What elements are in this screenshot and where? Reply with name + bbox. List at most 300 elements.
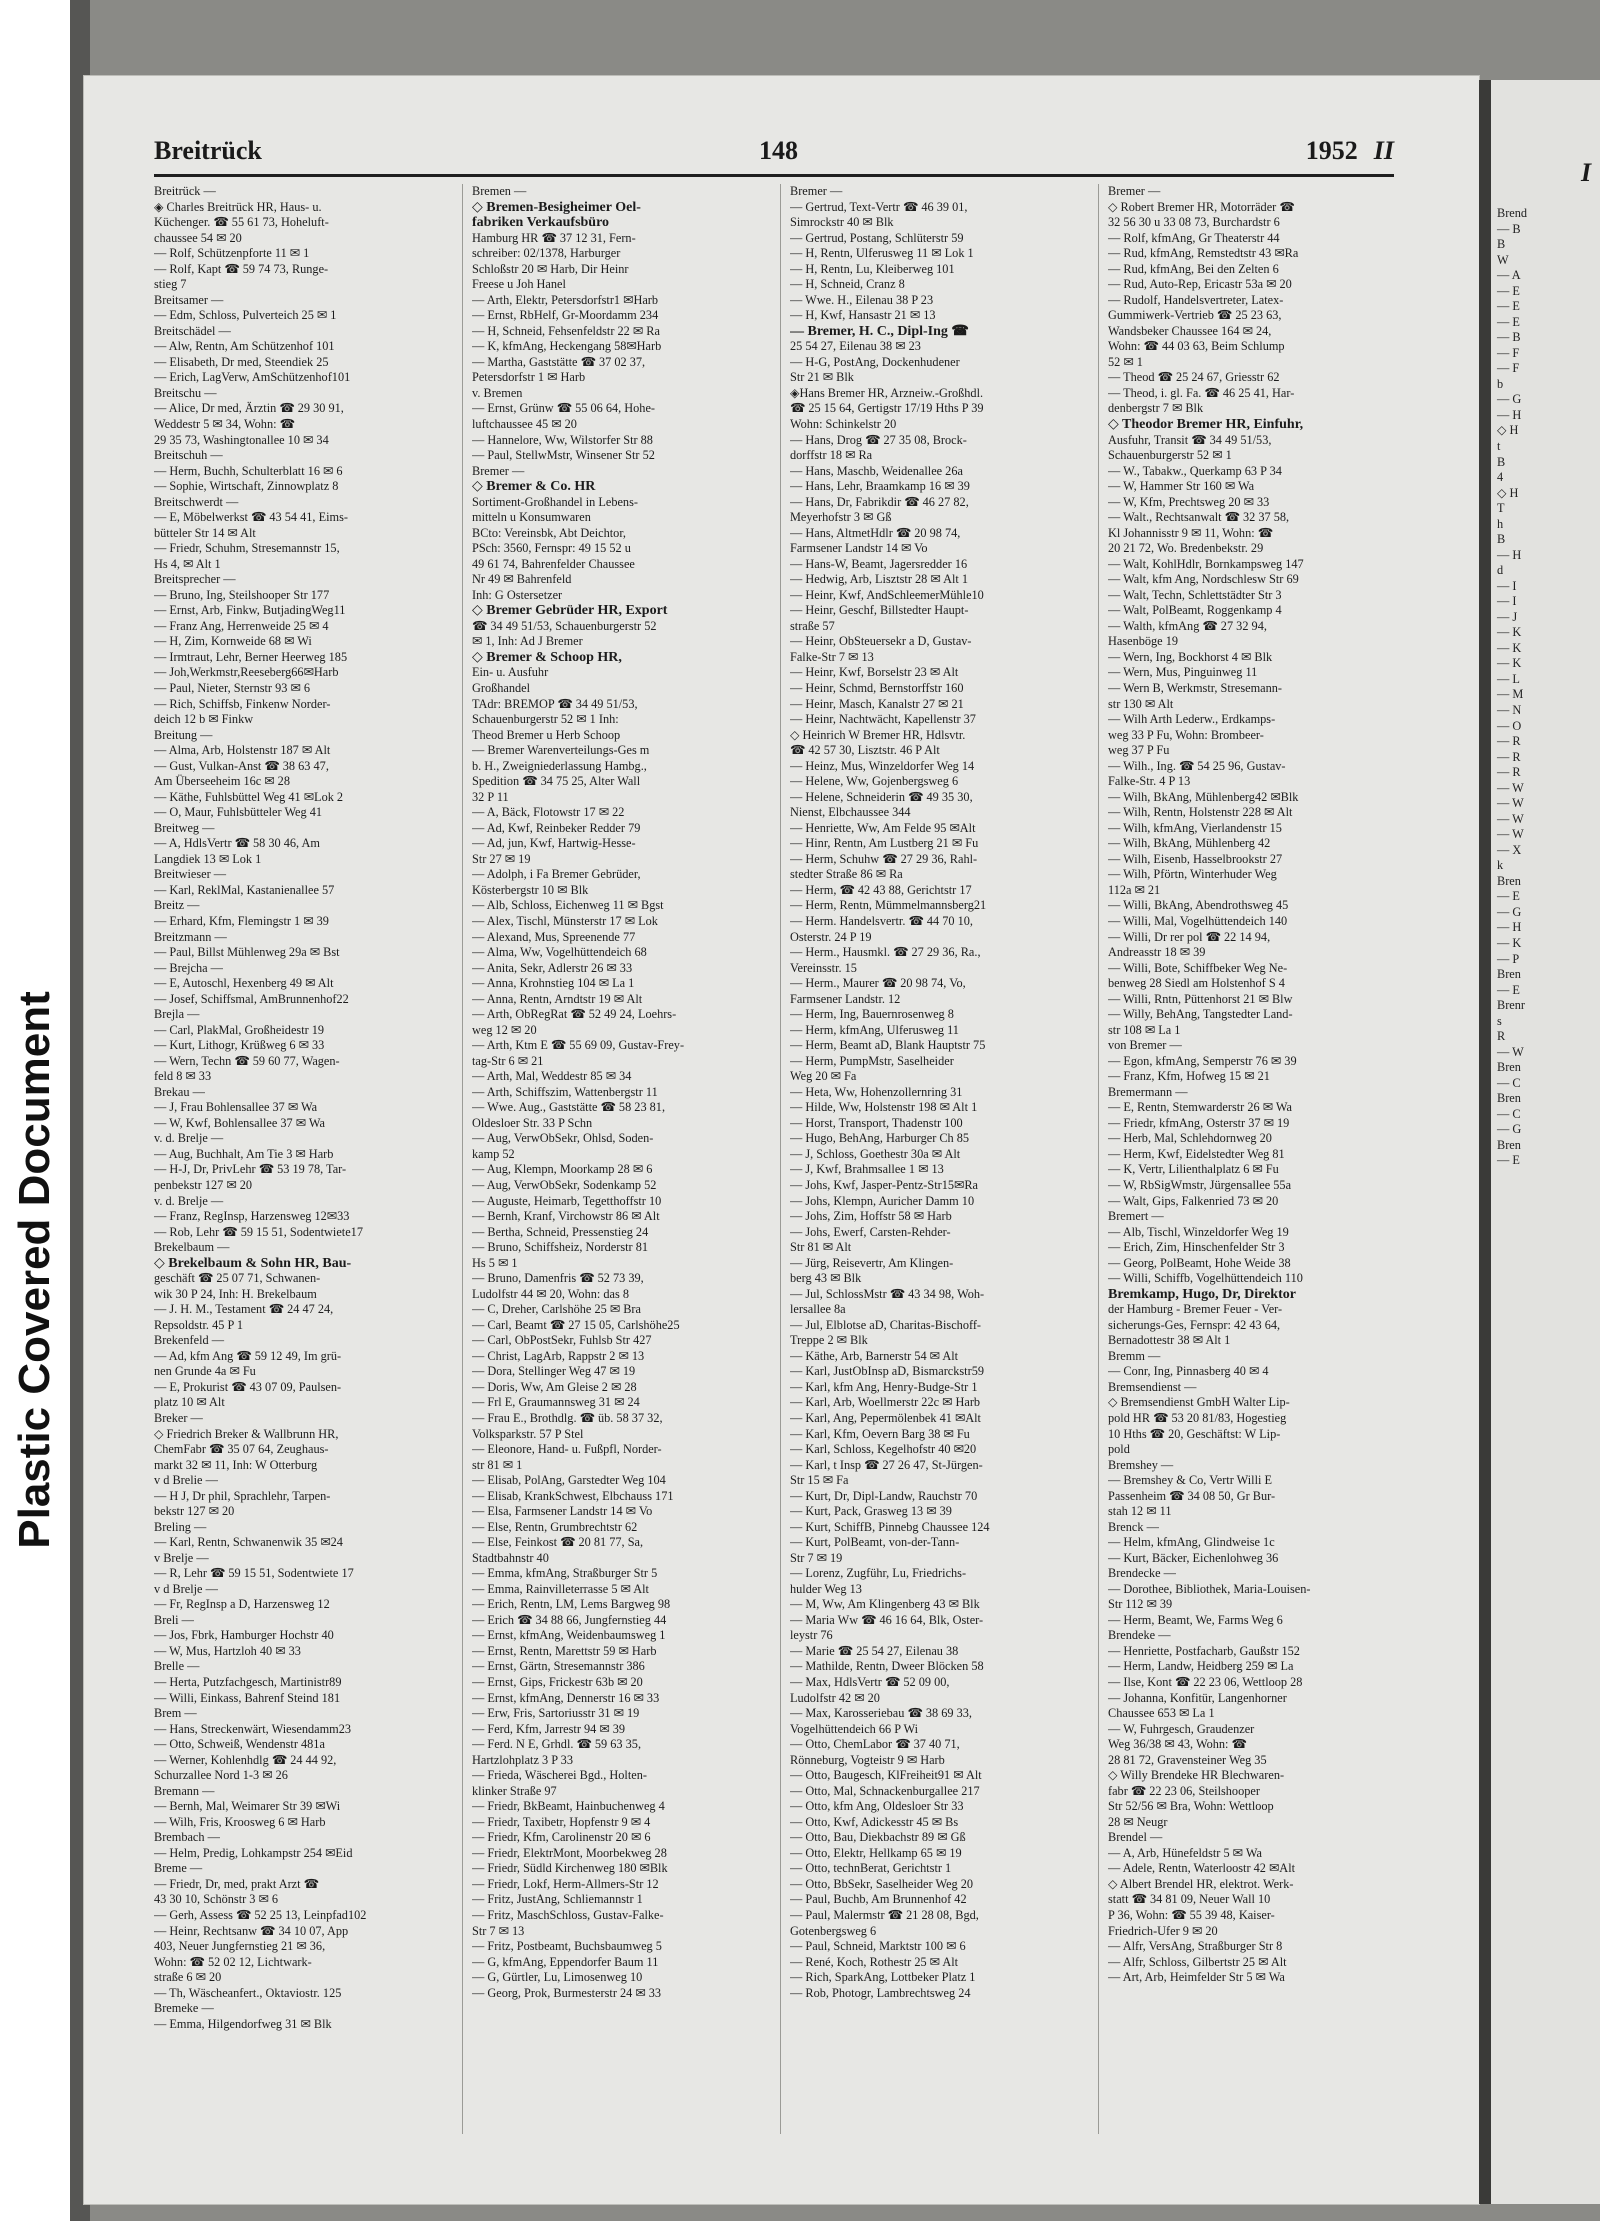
directory-line: Wohn: ☎ 52 02 12, Lichtwark- — [154, 1954, 312, 1969]
directory-line: — J, Frau Bohlensallee 37 ✉ Wa — [154, 1100, 318, 1115]
column-divider — [780, 184, 781, 2134]
directory-line: — Karl, Rentn, Schwanenwik 35 ✉24 — [154, 1535, 343, 1550]
directory-line: — Paul, StellwMstr, Winsener Str 52 — [472, 448, 655, 463]
next-page-line: — H — [1497, 407, 1522, 422]
next-page-line: — E — [1497, 299, 1520, 314]
directory-line: — Werner, Kohlenhdlg ☎ 24 44 92, — [154, 1752, 337, 1767]
directory-line: Sortiment-Großhandel in Lebens- — [472, 494, 638, 509]
directory-line: — Wern, Techn ☎ 59 60 77, Wagen- — [154, 1053, 340, 1068]
directory-line: Küchenger. ☎ 55 61 73, Hoheluft- — [154, 215, 329, 230]
directory-line: — Christ, LagArb, Rappstr 2 ✉ 13 — [472, 1348, 645, 1363]
directory-line: — Hans, AltmetHdlr ☎ 20 98 74, — [790, 525, 961, 540]
directory-line: — Otto, Schweiß, Wendenstr 481a — [154, 1737, 325, 1752]
directory-line: — Rud, kfmAng, Remstedtstr 43 ✉Ra — [1108, 246, 1299, 261]
directory-line: ◇ Albert Brendel HR, elektrot. Werk- — [1108, 1876, 1294, 1891]
directory-line: — Herm, Beamt, We, Farms Weg 6 — [1108, 1612, 1283, 1627]
directory-line: — Franz, Kfm, Hofweg 15 ✉ 21 — [1108, 1069, 1270, 1084]
directory-line: — H, Rentn, Lu, Kleiberweg 101 — [790, 261, 955, 276]
directory-line: — Walt, Techn, Schlettstädter Str 3 — [1108, 587, 1282, 602]
directory-line: Gummiwerk-Vertrieb ☎ 25 23 63, — [1108, 308, 1282, 323]
directory-line: Breitrück — — [154, 184, 216, 198]
directory-line: Brekau — — [154, 1084, 205, 1099]
next-page-line: B — [1497, 532, 1506, 547]
directory-line: fabr ☎ 22 23 06, Steilshooper — [1108, 1783, 1260, 1798]
directory-line: Bremm — — [1108, 1348, 1161, 1363]
directory-line: Brejla — — [154, 1007, 200, 1022]
directory-line: — Heinr, Kwf, Borselstr 23 ✉ Alt — [790, 665, 959, 680]
directory-line: — Fritz, MaschSchloss, Gustav-Falke- — [472, 1907, 664, 1922]
directory-line: ◇ Bremen-Besigheimer Oel- — [472, 199, 641, 215]
directory-line: — Alfr, VersAng, Straßburger Str 8 — [1108, 1939, 1283, 1954]
directory-line: Kösterbergstr 10 ✉ Blk — [472, 882, 589, 897]
directory-line: — Otto, Mal, Schnackenburgallee 217 — [790, 1783, 980, 1798]
next-page-line: — G — [1497, 1122, 1522, 1137]
directory-line: — Ferd, Kfm, Jarrestr 94 ✉ 39 — [472, 1721, 626, 1736]
directory-line: — Aug, Buchhalt, Am Tie 3 ✉ Harb — [154, 1146, 334, 1161]
directory-line: Brekelbaum — — [154, 1240, 230, 1255]
directory-line: dorffstr 18 ✉ Ra — [790, 448, 873, 463]
directory-page — [84, 76, 1479, 2204]
directory-line: ◇ Bremer Gebrüder HR, Export — [472, 603, 668, 619]
directory-line: Freese u Joh Hanel — [472, 277, 566, 292]
directory-line: — Franz, RegInsp, Harzensweg 12✉33 — [154, 1209, 350, 1224]
directory-line: — Gertrud, Text-Vertr ☎ 46 39 01, — [790, 199, 968, 214]
next-page-line: Bren — [1497, 1137, 1521, 1152]
directory-line: — Hans, Drog ☎ 27 35 08, Brock- — [790, 432, 967, 447]
directory-line: Stadtbahnstr 40 — [472, 1550, 549, 1565]
directory-line: Kl Johannisstr 9 ✉ 11, Wohn: ☎ — [1108, 525, 1274, 540]
directory-line: — Kurt, Dr, Dipl-Landw, Rauchstr 70 — [790, 1488, 978, 1503]
directory-line: Bremsendienst — — [1108, 1379, 1197, 1394]
directory-line: — Rich, Schiffsb, Finkenw Norder- — [154, 696, 331, 711]
directory-line: — Arth, Schiffszim, Wattenbergstr 11 — [472, 1084, 658, 1099]
directory-line: Brem — — [154, 1706, 197, 1721]
directory-line: 52 ✉ 1 — [1108, 354, 1143, 369]
directory-line: Falke-Str. 4 P 13 — [1108, 774, 1191, 789]
directory-line: — Heinr, Geschf, Billstedter Haupt- — [790, 603, 969, 618]
directory-line: — Wern B, Werkmstr, Stresemann- — [1108, 681, 1282, 695]
directory-line: sicherungs-Ges, Fernspr: 42 43 64, — [1108, 1317, 1281, 1332]
directory-line: — Gerh, Assess ☎ 52 25 13, Leinpfad102 — [154, 1907, 367, 1922]
directory-line: — Friedr, kfmAng, Osterstr 37 ✉ 19 — [1108, 1115, 1290, 1130]
directory-line: pold — [1108, 1442, 1130, 1457]
directory-line: Breitschwerdt — — [154, 494, 239, 509]
next-page-line: — R — [1497, 765, 1521, 780]
directory-line: — Elisabeth, Dr med, Steendiek 25 — [154, 354, 329, 369]
directory-line: Rönneburg, Vogteistr 9 ✉ Harb — [790, 1752, 945, 1767]
directory-line: — A, HdlsVertr ☎ 58 30 46, Am — [154, 836, 320, 851]
directory-line: — Art, Arb, Heimfelder Str 5 ✉ Wa — [1108, 1970, 1285, 1985]
directory-line: stah 12 ✉ 11 — [1108, 1504, 1172, 1519]
directory-line: — Heinr, Nachtwächt, Kapellenstr 37 — [790, 712, 976, 727]
directory-line: schreiber: 02/1378, Harburger — [472, 246, 621, 261]
directory-line: — Herm, Landw, Heidberg 259 ✉ La — [1108, 1659, 1294, 1674]
directory-line: Bremer — — [790, 184, 843, 198]
directory-line: Breitsamer — — [154, 292, 224, 307]
directory-line: — Willi, Dr rer pol ☎ 22 14 94, — [1108, 929, 1271, 944]
directory-line: — Wwe. H., Eilenau 38 P 23 — [790, 292, 934, 307]
directory-line: — Heinr, Schmd, Bernstorffstr 160 — [790, 681, 964, 695]
directory-line: 32 P 11 — [472, 789, 509, 804]
volume: II — [1373, 136, 1394, 165]
directory-line: 112a ✉ 21 — [1108, 882, 1161, 897]
directory-line: klinker Straße 97 — [472, 1783, 557, 1798]
next-page-line: Brenr — [1497, 998, 1525, 1013]
directory-line: — Johanna, Konfitür, Langenhorner — [1108, 1690, 1287, 1705]
directory-line: — Wilh, BkAng, Mühlenberg 42 — [1108, 836, 1271, 851]
directory-line: Breling — — [154, 1519, 207, 1534]
directory-line: — Herm. Handelsvertr. ☎ 44 70 10, — [790, 913, 973, 928]
next-page-line: — J — [1497, 609, 1518, 624]
directory-line: — Th, Wäscheanfert., Oktaviostr. 125 — [154, 1985, 342, 2000]
directory-line: — Willi, Mal, Vogelhüttendeich 140 — [1108, 913, 1288, 928]
directory-line: Str 112 ✉ 39 — [1108, 1597, 1173, 1612]
directory-line: v d Brelie — — [154, 1473, 218, 1488]
next-page-line: W — [1497, 252, 1509, 267]
directory-line: — Käthe, Fuhlsbüttel Weg 41 ✉Lok 2 — [154, 789, 344, 804]
directory-line: — Josef, Schiffsmal, AmBrunnenhof22 — [154, 991, 349, 1006]
directory-line: Ein- u. Ausfuhr — [472, 665, 549, 680]
next-page-line: — E — [1497, 283, 1520, 298]
next-page-line: — B — [1497, 221, 1521, 236]
directory-line: Bremermann — — [1108, 1084, 1188, 1099]
directory-line: — Alb, Tischl, Winzeldorfer Weg 19 — [1108, 1224, 1289, 1239]
directory-line: — Jürg, Reisevertr, Am Klingen- — [790, 1255, 954, 1270]
directory-line: — W, Fuhrgesch, Graudenzer — [1108, 1721, 1255, 1736]
directory-line: — Irmtraut, Lehr, Berner Heerweg 185 — [154, 649, 348, 664]
directory-line: — Wilh, Eisenb, Hasselbrookstr 27 — [1108, 851, 1283, 866]
next-page-line: — F — [1497, 361, 1520, 376]
next-page-line: Bren — [1497, 967, 1521, 982]
directory-line: — M, Ww, Am Klingenberg 43 ✉ Blk — [790, 1597, 980, 1612]
directory-line: Weddestr 5 ✉ 34, Wohn: ☎ — [154, 416, 295, 431]
directory-line: — Herm, Rentn, Mümmelmannsberg21 — [790, 898, 987, 913]
column-1 — [154, 184, 452, 2134]
directory-line: — Ad, kfm Ang ☎ 59 12 49, Im grü- — [154, 1348, 342, 1363]
directory-line: — Ernst, kfmAng, Dennerstr 16 ✉ 33 — [472, 1690, 660, 1705]
directory-line: Weg 20 ✉ Fa — [790, 1069, 857, 1084]
directory-line: v. d. Brelje — — [154, 1131, 224, 1146]
directory-line: — Gertrud, Postang, Schlüterstr 59 — [790, 230, 964, 245]
next-page-line: — P — [1497, 951, 1520, 966]
directory-line: Langdiek 13 ✉ Lok 1 — [154, 851, 262, 866]
directory-line: — W., Tabakw., Querkamp 63 P 34 — [1108, 463, 1282, 478]
next-page-line: — W — [1497, 780, 1524, 795]
directory-line: — Friedr, Taxibetr, Hopfenstr 9 ✉ 4 — [472, 1814, 651, 1829]
next-page-line: Brend — [1497, 206, 1528, 220]
directory-line: — Friedr, Kfm, Carolinenstr 20 ✉ 6 — [472, 1830, 651, 1845]
directory-line: — Otto, Baugesch, KlFreiheit91 ✉ Alt — [790, 1768, 982, 1783]
directory-line: der Hamburg - Bremer Feuer - Ver- — [1108, 1302, 1283, 1317]
directory-line: — H, Kwf, Hansastr 21 ✉ 13 — [790, 308, 936, 323]
directory-line: Bremen — — [472, 184, 527, 198]
directory-line: — Fritz, JustAng, Schliemannstr 1 — [472, 1892, 643, 1907]
next-page-line: ◇ H — [1497, 485, 1519, 500]
directory-line: Schauenburgerstr 52 ✉ 1 — [1108, 448, 1232, 463]
directory-line: — O, Maur, Fuhlsbütteler Weg 41 — [154, 805, 323, 820]
directory-line: benweg 28 Siedl am Holstenhof S 4 — [1108, 976, 1285, 991]
directory-line: — Anna, Rentn, Arndtstr 19 ✉ Alt — [472, 991, 643, 1006]
next-page-line: — H — [1497, 920, 1522, 935]
directory-line: — Rolf, Schützenpforte 11 ✉ 1 — [154, 246, 310, 261]
next-page-line: — K — [1497, 656, 1522, 671]
directory-line: — Kurt, Pack, Grasweg 13 ✉ 39 — [790, 1504, 952, 1519]
directory-line: Nr 49 ✉ Bahrenfeld — [472, 572, 572, 587]
directory-line: weg 37 P Fu — [1108, 743, 1170, 758]
directory-line: Vogelhüttendeich 66 P Wi — [790, 1721, 919, 1736]
directory-line: — G, kfmAng, Eppendorfer Baum 11 — [472, 1954, 659, 1969]
directory-line: — Eleonore, Hand- u. Fußpfl, Norder- — [472, 1442, 662, 1457]
next-page-line: s — [1497, 1013, 1502, 1028]
directory-line: Spedition ☎ 34 75 25, Alter Wall — [472, 774, 641, 789]
directory-line: Breitweg — — [154, 820, 215, 835]
directory-line: Breitz — — [154, 898, 200, 913]
directory-line: — H J, Dr phil, Sprachlehr, Tarpen- — [154, 1488, 331, 1503]
directory-line: — Bruno, Ing, Steilshooper Str 177 — [154, 587, 330, 602]
directory-line: v d Brelje — — [154, 1581, 218, 1596]
directory-line: — Bertha, Schneid, Pressenstieg 24 — [472, 1224, 649, 1239]
directory-line: — Alex, Tischl, Münsterstr 17 ✉ Lok — [472, 913, 658, 928]
next-page-line: — F — [1497, 345, 1520, 360]
directory-line: — Wwe. Aug., Gaststätte ☎ 58 23 81, — [472, 1100, 666, 1115]
directory-line: — Emma, Hilgendorfweg 31 ✉ Blk — [154, 2016, 332, 2031]
directory-line: — Ernst, Grünw ☎ 55 06 64, Hohe- — [472, 401, 656, 416]
directory-line: ☎ 34 49 51/53, Schauenburgerstr 52 — [472, 618, 657, 633]
next-page-line: — C — [1497, 1106, 1521, 1121]
directory-line: Str 52/56 ✉ Bra, Wohn: Wettloop — [1108, 1799, 1274, 1814]
directory-line: ◇ Theodor Bremer HR, Einfuhr, — [1108, 416, 1304, 432]
page-header — [154, 130, 1394, 170]
directory-line: ☎ 25 15 64, Gertigstr 17/19 Hths P 39 — [790, 401, 984, 416]
directory-line: Brelle — — [154, 1659, 200, 1674]
page-edge — [1479, 80, 1491, 2204]
next-page-line: T — [1497, 501, 1505, 516]
directory-line: Theod Bremer u Herb Schoop — [472, 727, 621, 742]
page-number: 148 — [759, 136, 798, 165]
next-page-line: — O — [1497, 718, 1522, 733]
directory-line: Brekenfeld — — [154, 1333, 224, 1348]
directory-line: — Karl, Kfm, Oevern Barg 38 ✉ Fu — [790, 1426, 970, 1441]
directory-line: — Lorenz, Zugführ, Lu, Friedrichs- — [790, 1566, 967, 1581]
next-page-line: Bren — [1497, 1091, 1521, 1106]
directory-line: 28 81 72, Gravensteiner Weg 35 — [1108, 1752, 1267, 1767]
directory-line: — Käthe, Arb, Barnerstr 54 ✉ Alt — [790, 1348, 959, 1363]
directory-line: — W, Hammer Str 160 ✉ Wa — [1108, 479, 1255, 494]
directory-line: 28 ✉ Neugr — [1108, 1814, 1168, 1829]
directory-line: Breme — — [154, 1861, 203, 1876]
directory-line: ☎ 42 57 30, Lisztstr. 46 P Alt — [790, 743, 940, 758]
next-page-line: — W — [1497, 796, 1524, 811]
directory-line: Farmsener Landstr 14 ✉ Vo — [790, 541, 928, 556]
directory-line: — Elisab, PolAng, Garstedter Weg 104 — [472, 1473, 666, 1488]
next-page-line: ◇ H — [1497, 423, 1519, 438]
directory-line: Friedrich-Ufer 9 ✉ 20 — [1108, 1923, 1218, 1938]
directory-line: Nienst, Elbchaussee 344 — [790, 805, 911, 820]
directory-line: — Max, Karosseriebau ☎ 38 69 33, — [790, 1706, 972, 1721]
directory-line: — Alma, Ww, Vogelhüttendeich 68 — [472, 945, 647, 960]
next-page-line: t — [1497, 438, 1501, 453]
directory-line: von Bremer — — [1108, 1038, 1182, 1053]
directory-line: Bremshey — — [1108, 1457, 1174, 1472]
next-page-line: — B — [1497, 330, 1521, 345]
directory-line: — Wilh, BkAng, Mühlenberg42 ✉Blk — [1108, 789, 1299, 804]
directory-line: — A, Arb, Hünefeldstr 5 ✉ Wa — [1108, 1845, 1262, 1860]
directory-line: — Jul, Elblotse aD, Charitas-Bischoff- — [790, 1317, 982, 1332]
directory-line: — C, Dreher, Carlshöhe 25 ✉ Bra — [472, 1302, 641, 1317]
directory-line: — Willi, Schiffb, Vogelhüttendeich 110 — [1108, 1271, 1303, 1286]
directory-line: leystr 76 — [790, 1628, 833, 1643]
directory-line: — Walt, Gips, Falkenried 73 ✉ 20 — [1108, 1193, 1279, 1208]
directory-line: — Ad, jun, Kwf, Hartwig-Hesse- — [472, 836, 636, 851]
directory-line: Breitung — — [154, 727, 213, 742]
directory-line: — Bremer Warenverteilungs-Ges m — [472, 743, 650, 758]
directory-line: — Alexand, Mus, Spreenende 77 — [472, 929, 636, 944]
directory-line: ◇ Brekelbaum & Sohn HR, Bau- — [154, 1255, 352, 1271]
directory-line: — Marie ☎ 25 54 27, Eilenau 38 — [790, 1643, 959, 1658]
directory-line: — Otto, BbSekr, Saselheider Weg 20 — [790, 1876, 974, 1891]
directory-line: — Erich, Zim, Hinschenfelder Str 3 — [1108, 1240, 1285, 1255]
directory-line: — Helene, Ww, Gojenbergsweg 6 — [790, 774, 959, 789]
directory-line: — Paul, Nieter, Sternstr 93 ✉ 6 — [154, 681, 310, 695]
directory-line: Hasenböge 19 — [1108, 634, 1179, 649]
directory-line: — Bernh, Mal, Weimarer Str 39 ✉Wi — [154, 1799, 341, 1814]
directory-line: — J, Kwf, Brahmsallee 1 ✉ 13 — [790, 1162, 944, 1177]
directory-line: — Gust, Vulkan-Anst ☎ 38 63 47, — [154, 758, 329, 773]
directory-line: — H, Zim, Kornweide 68 ✉ Wi — [154, 634, 312, 649]
directory-line: — Heinr, Rechtsanw ☎ 34 10 07, App — [154, 1923, 349, 1938]
directory-line: — René, Koch, Rothestr 25 ✉ Alt — [790, 1954, 959, 1969]
directory-line: Hartzlohplatz 3 P 33 — [472, 1752, 573, 1767]
directory-line: — Ilse, Kont ☎ 22 23 06, Wettloop 28 — [1108, 1675, 1303, 1689]
directory-line: — Anna, Krohnstieg 104 ✉ La 1 — [472, 976, 635, 991]
directory-line: Schloßstr 20 ✉ Harb, Dir Heinr — [472, 261, 629, 276]
directory-line: — W, Kwf, Bohlensallee 37 ✉ Wa — [154, 1115, 325, 1130]
directory-line: — Georg, Prok, Burmesterstr 24 ✉ 33 — [472, 1985, 662, 2000]
directory-line: — Auguste, Heimarb, Tegetthoffstr 10 — [472, 1193, 662, 1208]
directory-line: denbergstr 7 ✉ Blk — [1108, 401, 1204, 416]
directory-line: Vereinsstr. 15 — [790, 960, 857, 975]
directory-line: Wohn: Schinkelstr 20 — [790, 416, 897, 431]
directory-line: weg 12 ✉ 20 — [472, 1022, 537, 1037]
next-page-line: — R — [1497, 734, 1521, 749]
directory-line: — Otto, Kwf, Adickesstr 45 ✉ Bs — [790, 1814, 959, 1829]
directory-line: ◇ Bremer & Schoop HR, — [472, 649, 622, 665]
header-rule — [154, 174, 1394, 177]
directory-line: — Wern, Ing, Bockhorst 4 ✉ Blk — [1108, 649, 1273, 664]
directory-line: — E, Autoschl, Hexenberg 49 ✉ Alt — [154, 976, 334, 991]
directory-line: Breitwieser — — [154, 867, 227, 882]
directory-line: — Wilh, Fris, Kroosweg 6 ✉ Harb — [154, 1814, 326, 1829]
directory-line: — Rolf, Kapt ☎ 59 74 73, Runge- — [154, 261, 329, 276]
directory-line: str 130 ✉ Alt — [1108, 696, 1174, 711]
directory-line: — Ernst, Gips, Frickestr 63b ✉ 20 — [472, 1675, 643, 1689]
next-page-line: — E — [1497, 314, 1520, 329]
directory-line: — Henriette, Postfacharb, Gaußstr 152 — [1108, 1643, 1300, 1658]
directory-line: — Jul, SchlossMstr ☎ 43 34 98, Woh- — [790, 1286, 985, 1301]
directory-line: — Frieda, Wäscherei Bgd., Holten- — [472, 1768, 647, 1783]
year: 1952 — [1305, 136, 1358, 165]
directory-line: Schauenburgerstr 52 ✉ 1 Inh: — [472, 712, 619, 727]
directory-line: — Friedr, Dr, med, prakt Arzt ☎ — [154, 1876, 319, 1891]
directory-line: 29 35 73, Washingtonallee 10 ✉ 34 — [154, 432, 329, 447]
next-page-line: h — [1497, 516, 1504, 531]
directory-line: — Emma, Rainvilleterrasse 5 ✉ Alt — [472, 1581, 649, 1596]
next-page-line: — W — [1497, 811, 1524, 826]
directory-line: — Heta, Ww, Hohenzollernring 31 — [790, 1084, 963, 1099]
next-page-line: — K — [1497, 935, 1522, 950]
directory-line: Bremann — — [154, 1783, 215, 1798]
directory-line: — Alma, Arb, Holstenstr 187 ✉ Alt — [154, 743, 331, 758]
directory-line: — Johs, Ewerf, Carsten-Rehder- — [790, 1224, 951, 1239]
directory-line: statt ☎ 34 81 09, Neuer Wall 10 — [1108, 1892, 1271, 1907]
directory-line: — Kurt, SchiffB, Pinnebg Chaussee 124 — [790, 1519, 990, 1534]
directory-line: — J. H. M., Testament ☎ 24 47 24, — [154, 1302, 334, 1317]
directory-line: Ludolfstr 42 ✉ 20 — [790, 1690, 880, 1705]
directory-line: v. Bremen — [472, 385, 523, 400]
directory-line: — Otto, technBerat, Gerichtstr 1 — [790, 1861, 952, 1876]
next-page-line: — G — [1497, 392, 1522, 407]
year-volume — [1306, 136, 1394, 166]
next-page-line: — H — [1497, 547, 1522, 562]
directory-line: — Wern, Mus, Pinguinweg 11 — [1108, 665, 1258, 680]
directory-line: Bremer — — [472, 463, 525, 478]
directory-line: — Carl, PlakMal, Großheidestr 19 — [154, 1022, 325, 1037]
directory-line: — Dorothee, Bibliothek, Maria-Louisen- — [1108, 1581, 1311, 1596]
directory-line: Treppe 2 ✉ Blk — [790, 1333, 868, 1348]
next-page-line: — N — [1497, 703, 1522, 717]
directory-line: — H-G, PostAng, Dockenhudener — [790, 354, 960, 369]
directory-line: Andreasstr 18 ✉ 39 — [1108, 945, 1206, 960]
next-page-fragment — [1491, 80, 1600, 2204]
directory-line: — Erich, Rentn, LM, Lems Bargweg 98 — [472, 1597, 671, 1612]
directory-line: — Ernst, Gärtn, Stresemannstr 386 — [472, 1659, 645, 1674]
directory-line: Brenck — — [1108, 1519, 1159, 1534]
directory-line: — R, Lehr ☎ 59 15 51, Sodentwiete 17 — [154, 1566, 354, 1581]
directory-line: — Herm, Buchh, Schulterblatt 16 ✉ 6 — [154, 463, 343, 478]
directory-line: — Paul, Schneid, Marktstr 100 ✉ 6 — [790, 1939, 966, 1954]
directory-line: — Brejcha — — [154, 960, 223, 975]
directory-line: — Ernst, Rentn, Marettstr 59 ✉ Harb — [472, 1643, 657, 1658]
directory-line: Bremkamp, Hugo, Dr, Direktor — [1108, 1286, 1296, 1302]
directory-line: Meyerhofstr 3 ✉ Gß — [790, 510, 892, 525]
directory-line: — Karl, Arb, Woellmerstr 22c ✉ Harb — [790, 1395, 981, 1410]
directory-line: — Karl, JustObInsp aD, Bismarckstr59 — [790, 1364, 984, 1379]
directory-line: — Ferd. N E, Grhdl. ☎ 59 63 35, — [472, 1737, 642, 1752]
directory-line: — Helm, Predig, Lohkampstr 254 ✉Eid — [154, 1845, 353, 1860]
directory-line: straße 6 ✉ 20 — [154, 1970, 222, 1985]
directory-line: — H, Schneid, Cranz 8 — [790, 277, 905, 292]
directory-line: — Helm, kfmAng, Glindweise 1c — [1108, 1535, 1275, 1550]
directory-line: — Paul, Malermstr ☎ 21 28 08, Bgd, — [790, 1907, 979, 1922]
directory-line: wik 30 P 24, Inh: H. Brekelbaum — [154, 1286, 317, 1301]
directory-line: Brendecke — — [1108, 1566, 1176, 1581]
directory-line: — Elsa, Farmsener Landstr 14 ✉ Vo — [472, 1504, 653, 1519]
directory-line: — Hans-W, Beamt, Jagersredder 16 — [790, 556, 968, 571]
directory-line: chaussee 54 ✉ 20 — [154, 230, 242, 245]
directory-line: — Horst, Transport, Thadenstr 100 — [790, 1115, 963, 1130]
next-page-line: — I — [1497, 594, 1517, 609]
directory-line: — Arth, Ktm E ☎ 55 69 09, Gustav-Frey- — [472, 1038, 685, 1053]
directory-line: — Helene, Schneiderin ☎ 49 35 30, — [790, 789, 973, 804]
directory-line: — Erich, LagVerw, AmSchützenhof101 — [154, 370, 351, 385]
directory-line: — Ernst, kfmAng, Weidenbaumsweg 1 — [472, 1628, 666, 1643]
directory-line: — Heinr, Masch, Kanalstr 27 ✉ 21 — [790, 696, 964, 711]
next-page-line: — E — [1497, 889, 1520, 904]
directory-line: — Kurt, PolBeamt, von-der-Tann- — [790, 1535, 960, 1550]
directory-line: straße 57 — [790, 618, 835, 633]
directory-line: — Willy, BehAng, Tangstedter Land- — [1108, 1007, 1293, 1022]
directory-line: — Friedr, Lokf, Herm-Allmers-Str 12 — [472, 1876, 659, 1891]
